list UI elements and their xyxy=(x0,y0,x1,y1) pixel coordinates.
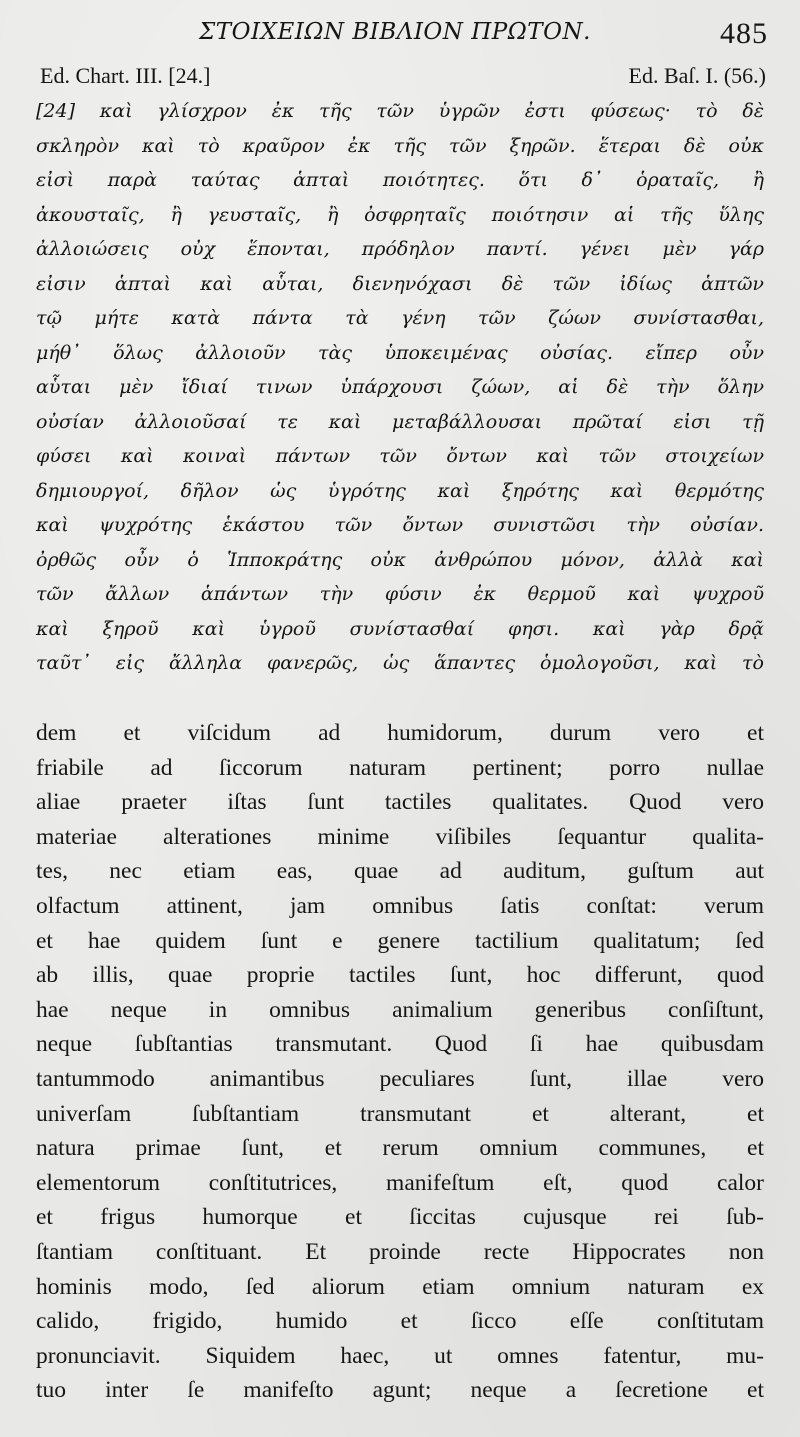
latin-line: elementorum conſtitutrices, manifeſtum eſt, quod calor xyxy=(36,1169,764,1196)
latin-line: ſtantiam conſtituant. Et proinde recte Hippocrates non xyxy=(36,1238,764,1265)
latin-line: neque ſubſtantias transmutant. Quod ſi hae quibusdam xyxy=(36,1031,764,1058)
greek-line: ἀκουσταῖς, ἢ γευσταῖς, ἢ ὀσφρηταῖς ποιότησιν αἱ τῆς ὕλης xyxy=(36,203,764,226)
latin-line: tes, nec etiam eas, quae ad auditum, guſtum aut xyxy=(36,858,764,885)
latin-line: tuo inter ſe manifeſto agunt; neque a ſecretione et xyxy=(36,1377,764,1404)
latin-line: et hae quidem ſunt e genere tactilium qualitatum; ſed xyxy=(36,927,764,954)
latin-line: univerſam ſubſtantiam transmutant et alterant, et xyxy=(36,1100,764,1127)
greek-line: αὗται μὲν ἴδιαί τινων ὑπάρχουσι ζώων, αἱ δὲ τὴν ὅλην xyxy=(36,376,764,398)
greek-line: δημιουργοί, δῆλον ὡς ὑγρότης καὶ ξηρότης καὶ θερμότης xyxy=(36,479,764,502)
latin-line: friabile ad ſiccorum naturam pertinent; porro nullae xyxy=(36,754,764,781)
running-title: ΣΤΟΙΧΕΙΩΝ ΒΙΒΛΙΟΝ ΠΡΩΤΟΝ. xyxy=(199,19,591,45)
greek-line: καὶ ψυχρότης ἑκάστου τῶν ὄντων συνιστῶσι τὴν οὐσίαν. xyxy=(36,514,764,536)
edition-reference-right: Ed. Baſ. I. (56.) xyxy=(628,63,766,88)
latin-line: hae neque in omnibus animalium generibus conſiſtunt, xyxy=(36,996,764,1023)
greek-line: καὶ ξηροῦ καὶ ὑγροῦ συνίστασθαί φησι. καὶ γὰρ δρᾷ xyxy=(36,617,764,640)
greek-text-block xyxy=(36,94,764,681)
greek-line: εἰσιν ἁπταὶ καὶ αὗται, διενηνόχασι δὲ τῶν ἰδίως ἁπτῶν xyxy=(36,272,764,295)
greek-line: ταῦτ᾽ εἰς ἄλληλα φανερῶς, ὡς ἅπαντες ὁμολογοῦσι, καὶ τὸ xyxy=(36,652,764,674)
edition-reference-left: Ed. Chart. III. [24.] xyxy=(40,63,211,88)
greek-line: [24] καὶ γλίσχρον ἐκ τῆς τῶν ὑγρῶν ἐστι φύσεως· τὸ δὲ xyxy=(36,100,764,122)
latin-line: olfactum attinent, jam omnibus ſatis conſtat: verum xyxy=(36,892,764,919)
latin-line: hominis modo, ſed aliorum etiam omnium naturam ex xyxy=(36,1273,764,1300)
latin-line: ab illis, quae proprie tactiles ſunt, hoc differunt, quod xyxy=(36,962,764,989)
greek-line: τῶν ἄλλων ἁπάντων τὴν φύσιν ἐκ θερμοῦ καὶ ψυχροῦ xyxy=(36,583,764,605)
latin-line: materiae alterationes minime viſibiles ſequantur qualita- xyxy=(36,823,764,850)
latin-text-block xyxy=(36,716,764,1408)
greek-line: σκληρὸν καὶ τὸ κραῦρον ἐκ τῆς τῶν ξηρῶν. ἕτεραι δὲ οὐκ xyxy=(36,134,764,157)
latin-line: et frigus humorque et ſiccitas cujusque rei ſub- xyxy=(36,1204,764,1231)
latin-line: calido, frigido, humido et ſicco eſſe conſtitutam xyxy=(36,1308,764,1335)
latin-line: dem et viſcidum ad humidorum, durum vero et xyxy=(36,720,764,746)
greek-line: εἰσὶ παρὰ ταύτας ἁπταὶ ποιότητες. ὅτι δ᾽ ὁραταῖς, ἢ xyxy=(36,169,764,191)
latin-line: tantummodo animantibus peculiares ſunt, illae vero xyxy=(36,1065,764,1092)
page-number: 485 xyxy=(720,17,768,50)
latin-line: pronunciavit. Siquidem haec, ut omnes fatentur, mu- xyxy=(36,1342,764,1369)
greek-line: μήθ᾽ ὅλως ἀλλοιοῦν τὰς ὑποκειμένας οὐσίας. εἴπερ οὖν xyxy=(36,341,764,364)
greek-line: ὀρθῶς οὖν ὁ Ἱπποκράτης οὐκ ἀνθρώπου μόνον, ἀλλὰ καὶ xyxy=(36,548,764,571)
latin-line: natura primae ſunt, et rerum omnium communes, et xyxy=(36,1135,764,1162)
latin-line: aliae praeter iſtas ſunt tactiles qualitates. Quod vero xyxy=(36,789,764,816)
greek-line: οὐσίαν ἀλλοιοῦσαί τε καὶ μεταβάλλουσαι πρῶταί εἰσι τῇ xyxy=(36,410,764,433)
greek-line: ἀλλοιώσεις οὐχ ἕπονται, πρόδηλον παντί. γένει μὲν γάρ xyxy=(36,238,764,260)
greek-line: φύσει καὶ κοιναὶ πάντων τῶν ὄντων καὶ τῶν στοιχείων xyxy=(36,445,764,467)
greek-line: τῷ μήτε κατὰ πάντα τὰ γένη τῶν ζώων συνίστασθαι, xyxy=(36,307,764,329)
